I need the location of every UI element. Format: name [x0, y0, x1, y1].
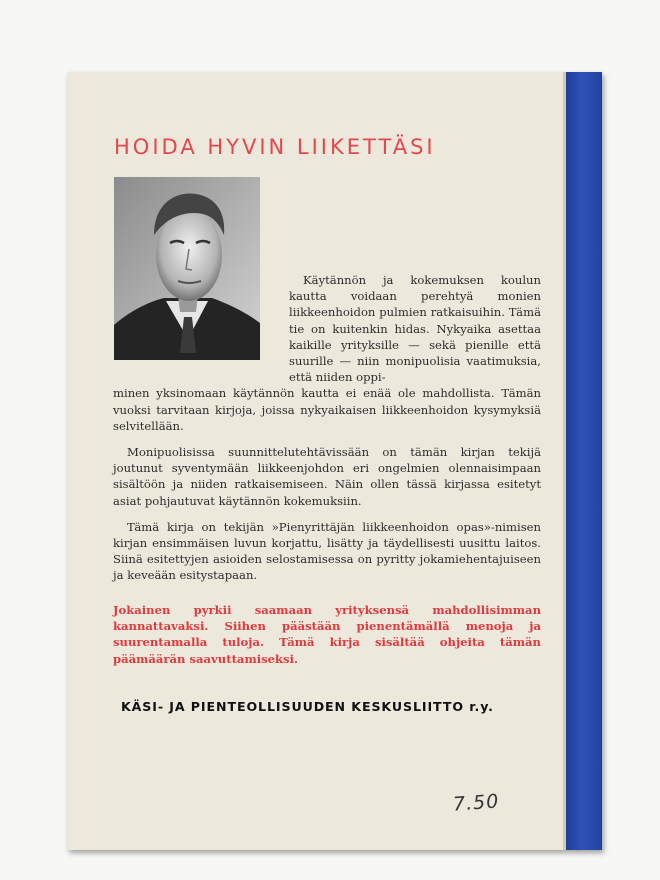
highlight-paragraph: Jokainen pyrkii saamaan yrityksensä mahdollisimman kannattavaksi. Siihen päästään pienentämällä menoja ja suurentamalla tuloja. Tämä kirja sisältää ohjeita tämän päämäärän saavuttamiseksi. — [113, 603, 541, 666]
paragraph-2: Monipuolisissa suunnittelutehtävissään on tämän kirjan tekijä joutunut syventymään liikkeenjohdon eri ongelmien olennaisimpaan sisältöön ja niiden ratkaisemiseen. Näin ollen tässä kirjassa esitetyt asiat pohjautuvat käytännön kokemuksiin. — [113, 445, 541, 508]
paragraph-3: Tämä kirja on tekijän »Pienyrittäjän liikkeenhoidon opas»-nimisen kirjan ensimmäisen luvun korjattu, lisätty ja täydellisesti uusittu laitos. Siinä esitettyjen asioiden selostamisessa on pyritty jokamiehentajuiseen ja keveään esitystapaan. — [113, 519, 541, 583]
book-spine — [566, 72, 602, 850]
spine-edge — [563, 72, 566, 850]
publisher-name: KÄSI- JA PIENTEOLLISUUDEN KESKUSLIITTO r.y. — [121, 699, 494, 714]
book-back-cover — [67, 72, 602, 850]
paragraph-1a: Käytännön ja kokemuksen koulun kautta voidaan perehtyä monien liikkeenhoidon pulmien ratkaisuihin. Tämä tie on kuitenkin hidas. Nykyaika asettaa kaikille yrityksille — sekä pienille että suurille — niin monipuolisia vaatimuksia, että niiden oppi- — [289, 273, 541, 385]
description-text — [113, 272, 541, 594]
paragraph-1b: minen yksinomaan käytännön kautta ei enää ole mahdollista. Tämän vuoksi tarvitaan kirjoja, joissa nykyaikaisen liikkeenhoidon kysymyksiä selvitellään. — [113, 386, 541, 433]
handwritten-price: 7.50 — [452, 790, 501, 816]
cover-title: HOIDA HYVIN LIIKETTÄSI — [114, 135, 436, 159]
